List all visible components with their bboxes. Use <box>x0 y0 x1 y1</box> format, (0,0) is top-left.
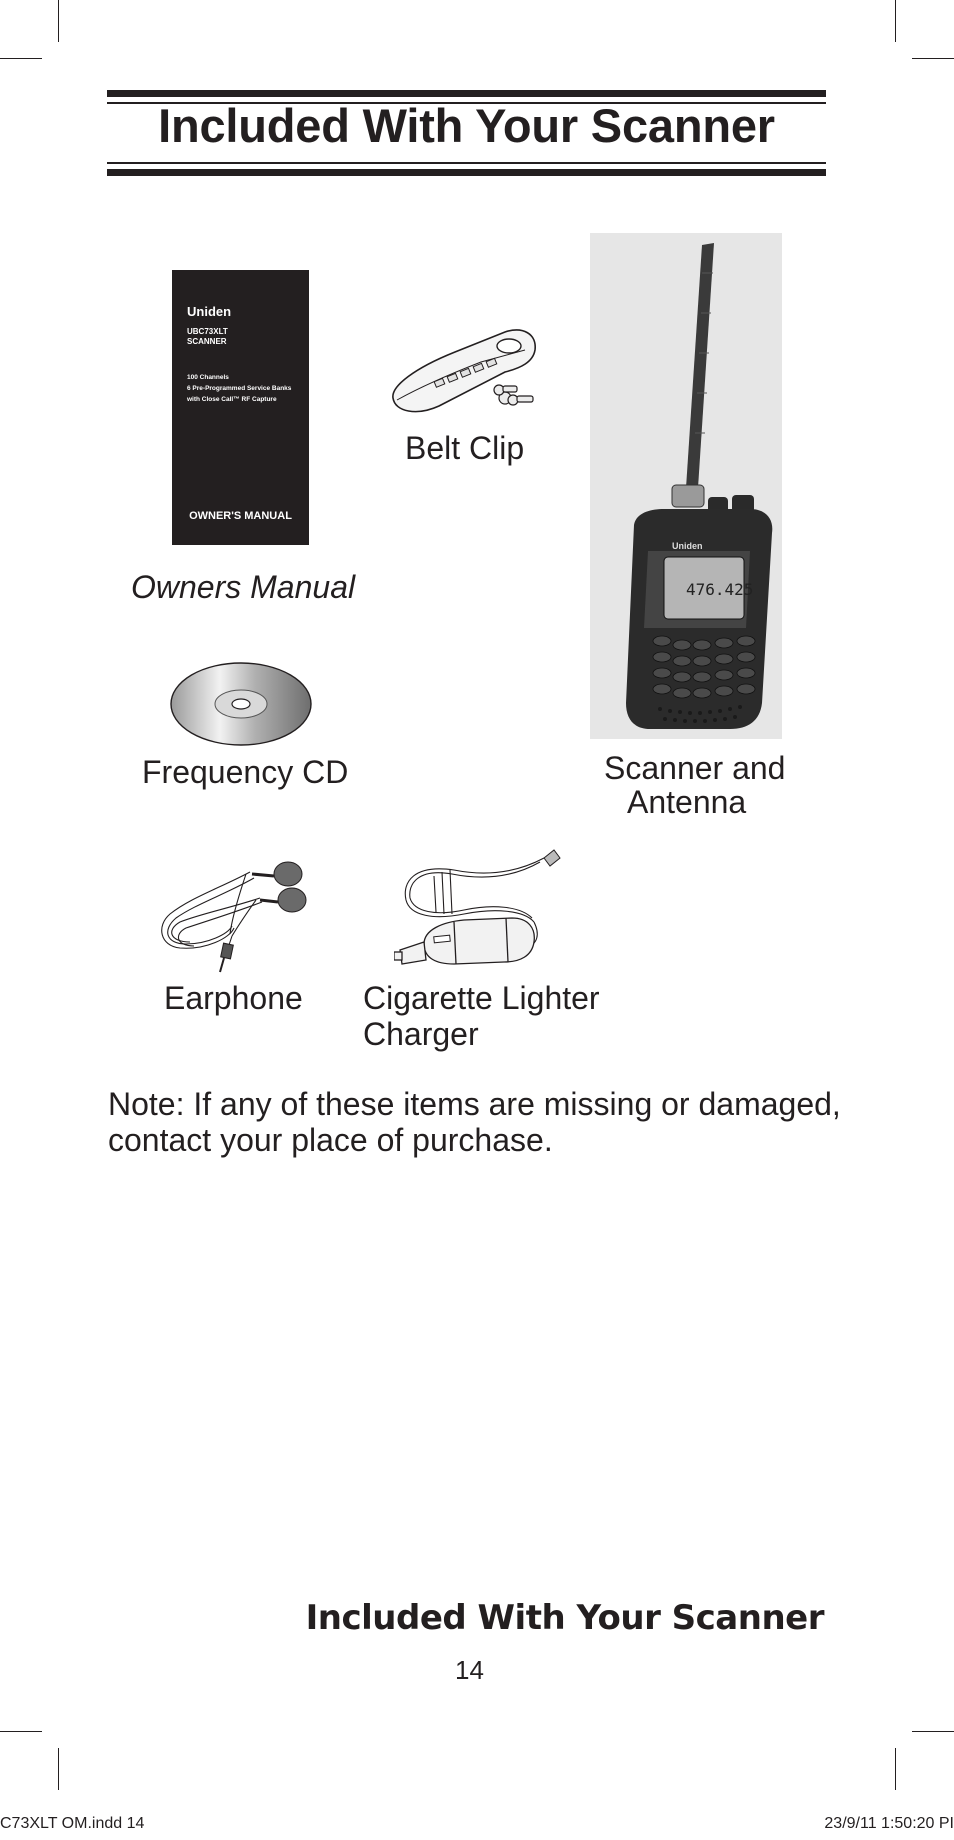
scanner-image <box>590 233 782 739</box>
crop-mark <box>895 0 896 42</box>
scanner-brand-logo: Uniden <box>672 541 703 551</box>
charger-label-line2: Charger <box>363 1016 479 1052</box>
header-rule-bottom-thick <box>107 169 826 176</box>
scanner-antenna-label-line1: Scanner and <box>604 750 786 786</box>
page-number: 14 <box>455 1655 484 1685</box>
header-rule-bottom-thin <box>107 162 826 164</box>
print-slug-left: C73XLT OM.indd 14 <box>0 1815 145 1832</box>
belt-clip-label: Belt Clip <box>405 430 525 466</box>
earphone-image <box>150 858 312 976</box>
header-rule-top-thick <box>107 90 826 97</box>
scanner-antenna-label-line2: Antenna <box>627 784 747 820</box>
manual-cover-title: OWNER'S MANUAL <box>189 510 292 522</box>
scanner-display-frequency: 476.425 <box>686 580 754 599</box>
crop-mark <box>912 58 954 59</box>
frequency-cd-image <box>168 660 314 748</box>
owners-manual-image <box>172 270 309 545</box>
earphone-label: Earphone <box>164 980 303 1016</box>
crop-mark <box>58 0 59 42</box>
cigarette-lighter-charger-image <box>394 848 562 972</box>
manual-description: 100 Channels 6 Pre-Programmed Service Banks with Close Call™ RF Capture <box>187 374 292 403</box>
crop-mark <box>0 58 42 59</box>
footer-section-title: Included With Your Scanner <box>305 1598 824 1638</box>
owners-manual-label: Owners Manual <box>131 569 356 605</box>
page-title: Included With Your Scanner <box>158 99 775 152</box>
print-slug-right: 23/9/11 1:50:20 PI <box>824 1815 954 1832</box>
note-text: Note: If any of these items are missing or damaged, contact your place of purchase. <box>108 1086 841 1158</box>
crop-mark <box>58 1748 59 1790</box>
frequency-cd-label: Frequency CD <box>142 754 349 790</box>
crop-mark <box>0 1731 42 1732</box>
manual-model: UBC73XLT SCANNER <box>187 327 228 346</box>
charger-label-line1: Cigarette Lighter <box>363 980 600 1016</box>
belt-clip-image <box>385 320 545 420</box>
crop-mark <box>912 1731 954 1732</box>
scanner-photo-background <box>590 233 782 739</box>
manual-brand-logo: Uniden <box>187 304 232 319</box>
crop-mark <box>895 1748 896 1790</box>
